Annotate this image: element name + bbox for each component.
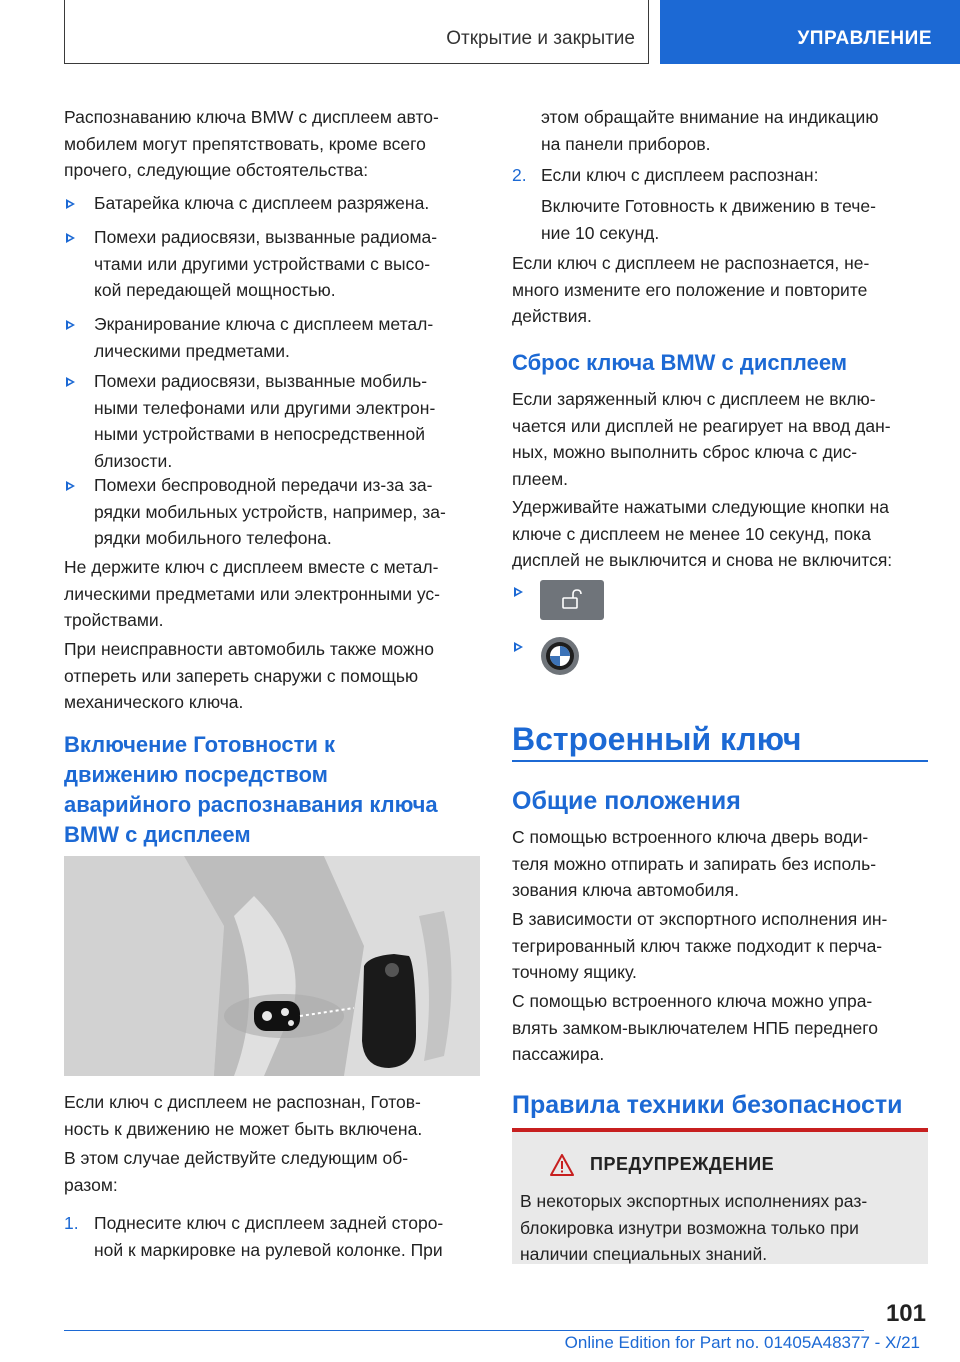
bullet-triangle-icon bbox=[66, 320, 75, 330]
paragraph: Если ключ с дисплеем не распознается, не- много измените его положение и повторите действия. bbox=[512, 253, 870, 326]
bullet-triangle-icon bbox=[66, 377, 75, 387]
bullet-item: Помехи радиосвязи, вызванные радиома- чтами или другими устройствами с высо- кой передающей мощностью. bbox=[94, 227, 438, 300]
page-number: 101 bbox=[885, 1300, 926, 1327]
bullet-item: Экранирование ключа с дисплеем метал- лическими предметами. bbox=[94, 314, 434, 361]
bullet-triangle-icon bbox=[514, 587, 523, 597]
intro-paragraph: Распознаванию ключа BMW с дисплеем авто- мобилем могут препятствовать, кроме всего прочего, следующие обстоятельства: bbox=[64, 107, 439, 180]
paragraph: Удерживайте нажатыми следующие кнопки на ключе с дисплеем не менее 10 секунд, пока дисплей не выключится и снова не включится: bbox=[512, 497, 893, 570]
main-heading: Встроенный ключ bbox=[512, 721, 802, 757]
warning-text: В некоторых экспортных исполнениях раз- блокировка изнутри возможна только при наличии специальных знаний. bbox=[520, 1191, 868, 1264]
section-heading: Правила техники безопасности bbox=[512, 1091, 903, 1119]
section-tab[interactable] bbox=[660, 0, 960, 64]
section-heading: Включение Готовности к движению посредством аварийного распознавания ключа BMW с дисплеем bbox=[64, 732, 438, 847]
chapter-title: Открытие и закрытие bbox=[446, 28, 635, 49]
heading-rule bbox=[512, 760, 928, 762]
bmw-logo-button-icon bbox=[540, 636, 580, 676]
paragraph: Если заряженный ключ с дисплеем не вклю- чается или дисплей не реагирует на ввод дан- ных, можно выполнить сброс ключа с дис- плеем. bbox=[512, 389, 891, 489]
step-text: Если ключ с дисплеем распознан: bbox=[541, 165, 819, 185]
bullet-item: Помехи радиосвязи, вызванные мобиль- ными телефонами или другими электрон- ными устройствами в непосредственной близости. bbox=[94, 371, 436, 471]
bullet-item: Батарейка ключа с дисплеем разряжена. bbox=[94, 193, 430, 213]
paragraph: В зависимости от экспортного исполнения ин- тегрированный ключ также подходит к перча- точному ящику. bbox=[512, 909, 888, 982]
paragraph: Если ключ с дисплеем не распознан, Готов- ность к движению не может быть включена. bbox=[64, 1092, 423, 1139]
warning-box bbox=[512, 1128, 928, 1264]
section-heading: Общие положения bbox=[512, 787, 741, 815]
step-text: Поднесите ключ с дисплеем задней сторо- ной к маркировке на рулевой колонке. При bbox=[94, 1213, 444, 1260]
unlock-button-icon bbox=[540, 580, 604, 620]
footer-rule bbox=[64, 1330, 864, 1331]
section-heading: Сброс ключа BMW с дисплеем bbox=[512, 350, 848, 375]
bullet-triangle-icon bbox=[514, 642, 523, 652]
warning-title: ПРЕДУПРЕЖДЕНИЕ bbox=[590, 1154, 775, 1174]
paragraph: При неисправности автомобиль также можно отпереть или запереть снаружи с помощью механического ключа. bbox=[64, 639, 435, 712]
warning-triangle-icon bbox=[550, 1154, 574, 1181]
step-text: Включите Готовность к движению в тече- ние 10 секунд. bbox=[541, 196, 876, 243]
paragraph: С помощью встроенного ключа дверь води- теля можно отпирать и запирать без исполь- зования ключа автомобиля. bbox=[512, 827, 877, 900]
bullet-item: Помехи беспроводной передачи из-за за- рядки мобильных устройств, например, за- рядки мобильного телефона. bbox=[94, 475, 446, 548]
paragraph: В этом случае действуйте следующим об- разом: bbox=[64, 1148, 409, 1195]
paragraph: Не держите ключ с дисплеем вместе с метал- лическими предметами или электронными ус- тройствами. bbox=[64, 557, 441, 630]
footer-edition: Online Edition for Part no. 01405A48377 - X/21 bbox=[564, 1333, 920, 1352]
paragraph: С помощью встроенного ключа можно упра- влять замком-выключателем НПБ переднего пассажира. bbox=[512, 991, 878, 1064]
step-number: 1. bbox=[64, 1213, 79, 1233]
section-tab-label: УПРАВЛЕНИЕ bbox=[797, 28, 932, 49]
steering-column-photo bbox=[64, 856, 480, 1076]
step-text-continued: этом обращайте внимание на индикацию на панели приборов. bbox=[541, 107, 879, 154]
bullet-triangle-icon bbox=[66, 199, 75, 209]
bullet-triangle-icon bbox=[66, 481, 75, 491]
bullet-triangle-icon bbox=[66, 233, 75, 243]
step-number: 2. bbox=[512, 165, 527, 185]
